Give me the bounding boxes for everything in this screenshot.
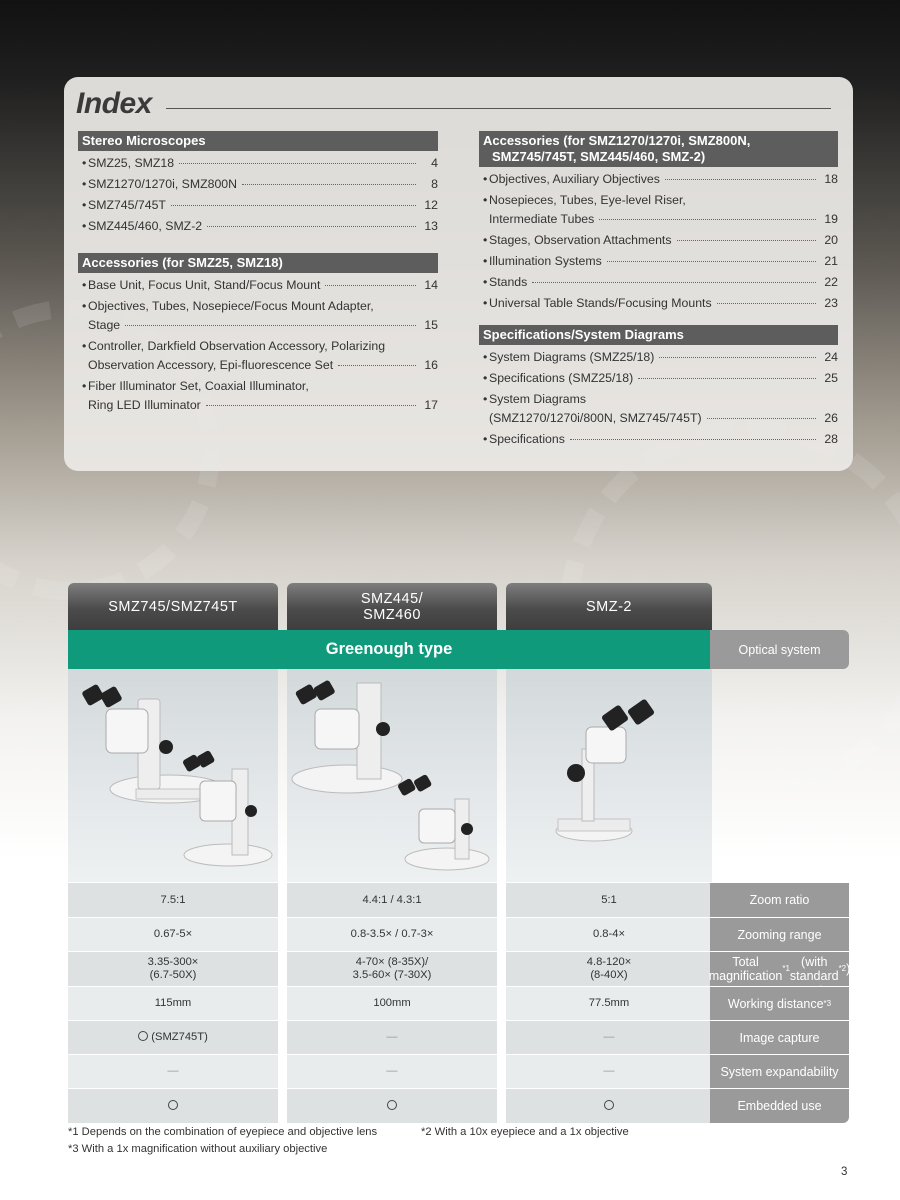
- cell-line: 0.8-4×: [592, 928, 626, 940]
- dot-leader: [659, 357, 816, 358]
- entry-label: Stages, Observation Attachments: [489, 233, 672, 247]
- model-tab: [506, 583, 712, 630]
- cell-text: (SMZ745T): [148, 1031, 208, 1043]
- entry-text: [88, 276, 438, 295]
- page-ref: 21: [824, 254, 838, 268]
- bullet: •: [483, 296, 488, 310]
- cell-line: —: [167, 1065, 179, 1077]
- cell-value: [168, 1100, 178, 1113]
- entry-text: [489, 273, 838, 292]
- dot-leader: [325, 285, 416, 286]
- cell-line: —: [386, 1031, 398, 1043]
- index-entry: [479, 231, 838, 250]
- heading-line: Specifications/System Diagrams: [483, 327, 684, 342]
- cell-line: 7.5:1: [160, 893, 186, 906]
- bullet: •: [483, 275, 488, 289]
- entry-line: [489, 294, 838, 313]
- bullet: •: [82, 299, 87, 313]
- bullet: •: [82, 198, 87, 212]
- table-cell: [287, 951, 497, 986]
- cell-value: [587, 956, 631, 982]
- section-heading: [479, 325, 838, 345]
- cell-line: 0.67-5×: [153, 928, 193, 940]
- entry-text: [88, 337, 438, 375]
- page-ref: 8: [431, 177, 438, 191]
- cell-value: [373, 997, 410, 1010]
- index-entry: [479, 273, 838, 292]
- dot-leader: [242, 184, 416, 185]
- dot-leader: [207, 226, 416, 227]
- entry-line: [489, 390, 838, 409]
- product-image-smz445-460: [287, 669, 497, 882]
- dot-leader: [570, 439, 816, 440]
- bullet: •: [483, 350, 488, 364]
- page-ref: 18: [824, 172, 838, 186]
- table-cell: [287, 1054, 497, 1088]
- cell-line: 100mm: [373, 997, 411, 1009]
- entry-label: Base Unit, Focus Unit, Stand/Focus Mount: [88, 278, 321, 292]
- entry-label: System Diagrams (SMZ25/18): [489, 350, 655, 364]
- dot-leader: [125, 325, 416, 326]
- dot-leader: [717, 303, 816, 304]
- entry-line: [88, 154, 438, 173]
- cell-value: [386, 1065, 397, 1078]
- bullet: •: [82, 339, 87, 353]
- index-entry: [479, 294, 838, 313]
- page-ref: 25: [824, 371, 838, 385]
- entry-line: [489, 170, 838, 189]
- bullet: •: [82, 219, 87, 233]
- bullet: •: [483, 233, 488, 247]
- index-entry: [479, 170, 838, 189]
- entry-text: [489, 231, 838, 250]
- table-cell: [287, 882, 497, 917]
- page-ref: 16: [424, 358, 438, 372]
- entry-text: [489, 430, 838, 449]
- entry-label: Observation Accessory, Epi-fluorescence Set: [88, 358, 334, 372]
- entry-line: [489, 210, 838, 229]
- table-cell: [506, 917, 712, 951]
- cell-value: [154, 928, 192, 941]
- dot-leader: [707, 418, 816, 419]
- entry-label: Specifications (SMZ25/18): [489, 371, 634, 385]
- entry-line: [88, 175, 438, 194]
- entry-text: [88, 217, 438, 236]
- circle-mark: [168, 1100, 178, 1110]
- index-panel: [64, 77, 853, 471]
- entry-line: [88, 217, 438, 236]
- entry-label: Intermediate Tubes: [489, 212, 595, 226]
- cell-line: [168, 1100, 178, 1113]
- cell-value: [353, 956, 432, 982]
- table-cell: [287, 1020, 497, 1054]
- entry-text: [489, 390, 838, 428]
- page-number: 3: [841, 1166, 848, 1178]
- cell-value: [148, 956, 199, 982]
- page-ref: 12: [424, 198, 438, 212]
- bullet: •: [483, 172, 488, 186]
- entry-line: [88, 356, 438, 375]
- cell-line: [387, 1100, 397, 1113]
- index-entry: [78, 297, 438, 335]
- dot-leader: [179, 163, 416, 164]
- entry-text: [88, 154, 438, 173]
- entry-line: [88, 377, 438, 396]
- dot-leader: [607, 261, 816, 262]
- dot-leader: [638, 378, 816, 379]
- circle-mark: [604, 1100, 614, 1110]
- index-entry: [479, 191, 838, 229]
- model-name-line: SMZ745/SMZ745T: [108, 598, 238, 615]
- cell-value: [593, 928, 625, 941]
- page-ref: 4: [431, 156, 438, 170]
- bullet: •: [82, 379, 87, 393]
- page-ref: 13: [424, 219, 438, 233]
- entry-label: Specifications: [489, 432, 565, 446]
- product-image-smz745: [68, 669, 278, 882]
- page-ref: 15: [424, 318, 438, 332]
- index-left-column: [78, 131, 438, 415]
- cell-value: [603, 1065, 614, 1078]
- entry-line: [489, 430, 838, 449]
- cell-line: —: [603, 1065, 615, 1077]
- section-entries: [479, 348, 838, 449]
- index-entry: [78, 217, 438, 236]
- circle-mark: [138, 1031, 148, 1041]
- title-rule: [166, 108, 831, 109]
- table-cell: [68, 1020, 278, 1054]
- cell-line: 115mm: [154, 997, 192, 1009]
- page-ref: 28: [824, 432, 838, 446]
- dot-leader: [665, 179, 816, 180]
- index-entry: [78, 337, 438, 375]
- page-ref: 14: [424, 278, 438, 292]
- cell-line: 77.5mm: [588, 997, 630, 1009]
- dot-leader: [171, 205, 416, 206]
- index-entry: [479, 369, 838, 388]
- table-cell: [506, 951, 712, 986]
- entry-label: Objectives, Auxiliary Objectives: [489, 172, 660, 186]
- greenough-type-band: Greenough type: [68, 630, 710, 669]
- cell-line: (8-40X): [590, 969, 628, 981]
- bullet: •: [483, 371, 488, 385]
- footnote-3: *3 With a 1x magnification without auxiliary objective: [68, 1143, 328, 1155]
- entry-text: [489, 294, 838, 313]
- entry-line: [489, 348, 838, 367]
- entry-label: SMZ745/745T: [88, 198, 166, 212]
- dot-leader: [599, 219, 816, 220]
- footnote-1: *1 Depends on the combination of eyepiece and objective lens: [68, 1126, 378, 1138]
- section-entries: [78, 154, 438, 236]
- bullet: •: [82, 156, 87, 170]
- entry-text: [489, 170, 838, 189]
- entry-line: [88, 316, 438, 335]
- cell-value: [603, 1031, 614, 1044]
- page-ref: 23: [824, 296, 838, 310]
- page-ref: 19: [824, 212, 838, 226]
- section-heading: Stereo Microscopes: [78, 131, 438, 151]
- table-cell: [287, 986, 497, 1020]
- section-entries: [479, 170, 838, 313]
- entry-text: [489, 252, 838, 271]
- entry-label: (SMZ1270/1270i/800N, SMZ745/745T): [489, 411, 702, 425]
- cell-line: 4.8-120×: [586, 956, 632, 968]
- model-name-line: SMZ-2: [586, 598, 632, 615]
- entry-label: Illumination Systems: [489, 254, 602, 268]
- table-cell: [506, 1088, 712, 1123]
- page-ref: 22: [824, 275, 838, 289]
- optical-system-label: Optical system: [710, 630, 849, 669]
- index-entry: [479, 348, 838, 367]
- entry-text: [489, 369, 838, 388]
- entry-text: [88, 175, 438, 194]
- index-title: Index: [76, 87, 152, 120]
- cell-value: [387, 1100, 397, 1113]
- cell-value: [589, 997, 629, 1010]
- row-label: Zoom ratio: [710, 882, 849, 917]
- entry-line: [489, 369, 838, 388]
- cell-line: 4-70× (8-35X)/: [355, 956, 429, 968]
- model-name: [108, 599, 238, 615]
- footnote-2: *2 With a 10x eyepiece and a 1x objective: [421, 1126, 629, 1138]
- cell-line: 0.8-3.5× / 0.7-3×: [350, 928, 434, 940]
- entry-text: [88, 196, 438, 215]
- page-ref: 26: [824, 411, 838, 425]
- entry-line: [489, 273, 838, 292]
- cell-line: 3.35-300×: [147, 956, 199, 968]
- entry-label: SMZ25, SMZ18: [88, 156, 175, 170]
- cell-line: [604, 1100, 614, 1113]
- cell-line: —: [386, 1065, 398, 1077]
- bullet: •: [483, 254, 488, 268]
- model-name: [586, 599, 632, 615]
- cell-value: [386, 1031, 397, 1044]
- cell-line: —: [603, 1031, 615, 1043]
- entry-text: [489, 348, 838, 367]
- cell-value: [351, 928, 434, 941]
- cell-line: (6.7-50X): [149, 969, 197, 981]
- entry-line: [88, 337, 438, 356]
- entry-label: Stage: [88, 318, 121, 332]
- row-label: Embedded use: [710, 1088, 849, 1123]
- dot-leader: [206, 405, 416, 406]
- bullet: •: [82, 278, 87, 292]
- table-cell: [506, 1054, 712, 1088]
- bullet: •: [483, 193, 488, 207]
- entry-label: Fiber Illuminator Set, Coaxial Illuminator,: [88, 379, 309, 393]
- entry-label: System Diagrams: [489, 392, 587, 406]
- table-cell: [506, 1020, 712, 1054]
- entry-line: [489, 191, 838, 210]
- model-name-line: SMZ460: [363, 606, 421, 623]
- model-name-line: SMZ445/: [360, 590, 424, 607]
- entry-text: [489, 191, 838, 229]
- entry-line: [88, 396, 438, 415]
- entry-line: [88, 297, 438, 316]
- bullet: •: [82, 177, 87, 191]
- index-entry: [78, 276, 438, 295]
- index-entry: [78, 377, 438, 415]
- dot-leader: [338, 365, 416, 366]
- entry-line: [489, 231, 838, 250]
- row-label: Zooming range: [710, 917, 849, 951]
- cell-value: [138, 1031, 208, 1044]
- page-ref: 20: [824, 233, 838, 247]
- bullet: •: [483, 432, 488, 446]
- cell-value: [161, 894, 186, 907]
- table-cell: [68, 1088, 278, 1123]
- dot-leader: [677, 240, 816, 241]
- index-entry: [78, 196, 438, 215]
- cell-line: 5:1: [601, 893, 617, 906]
- entry-label: Universal Table Stands/Focusing Mounts: [489, 296, 712, 310]
- table-cell: [68, 1054, 278, 1088]
- table-cell: [506, 986, 712, 1020]
- entry-line: [88, 196, 438, 215]
- table-cell: [68, 882, 278, 917]
- entry-label: Ring LED Illuminator: [88, 398, 201, 412]
- index-entry: [479, 390, 838, 428]
- entry-label: Objectives, Tubes, Nosepiece/Focus Mount Adapter,: [88, 299, 374, 313]
- product-image-smz2: [506, 669, 712, 882]
- entry-label: Controller, Darkfield Observation Accessory, Polarizing: [88, 339, 386, 353]
- section-entries: [78, 276, 438, 415]
- model-name: [361, 591, 423, 623]
- index-entry: [479, 252, 838, 271]
- cell-value: [167, 1065, 178, 1078]
- row-label: Total magnification *1 (with standard *2 ): [710, 951, 849, 986]
- entry-label: Nosepieces, Tubes, Eye-level Riser,: [489, 193, 686, 207]
- table-cell: [68, 951, 278, 986]
- entry-text: [88, 377, 438, 415]
- entry-label: SMZ445/460, SMZ-2: [88, 219, 203, 233]
- table-cell: [68, 917, 278, 951]
- entry-line: [88, 276, 438, 295]
- entry-line: [489, 252, 838, 271]
- table-cell: [287, 1088, 497, 1123]
- entry-label: Stands: [489, 275, 528, 289]
- cell-value: [601, 894, 617, 907]
- bullet: •: [483, 392, 488, 406]
- section-heading: Accessories (for SMZ25, SMZ18): [78, 253, 438, 273]
- section-heading: [479, 131, 838, 167]
- table-cell: [506, 882, 712, 917]
- cell-line: 3.5-60× (7-30X): [352, 969, 432, 981]
- model-tab: [68, 583, 278, 630]
- cell-value: [155, 997, 191, 1010]
- row-label: System expandability: [710, 1054, 849, 1088]
- page-ref: 17: [424, 398, 438, 412]
- index-entry: [479, 430, 838, 449]
- page-ref: 24: [824, 350, 838, 364]
- row-label: Working distance *3: [710, 986, 849, 1020]
- cell-line: [138, 1031, 208, 1044]
- cell-line: 4.4:1 / 4.3:1: [362, 893, 422, 906]
- model-tab: [287, 583, 497, 630]
- row-label: Image capture: [710, 1020, 849, 1054]
- circle-mark: [387, 1100, 397, 1110]
- entry-label: SMZ1270/1270i, SMZ800N: [88, 177, 238, 191]
- table-cell: [68, 986, 278, 1020]
- index-entry: [78, 175, 438, 194]
- heading-line: SMZ745/745T, SMZ445/460, SMZ-2): [492, 149, 706, 164]
- heading-line: Accessories (for SMZ1270/1270i, SMZ800N,: [483, 133, 751, 148]
- entry-text: [88, 297, 438, 335]
- index-right-column: [479, 131, 838, 449]
- cell-value: [604, 1100, 614, 1113]
- entry-line: [489, 409, 838, 428]
- cell-value: [362, 894, 421, 907]
- dot-leader: [532, 282, 816, 283]
- index-entry: [78, 154, 438, 173]
- table-cell: [287, 917, 497, 951]
